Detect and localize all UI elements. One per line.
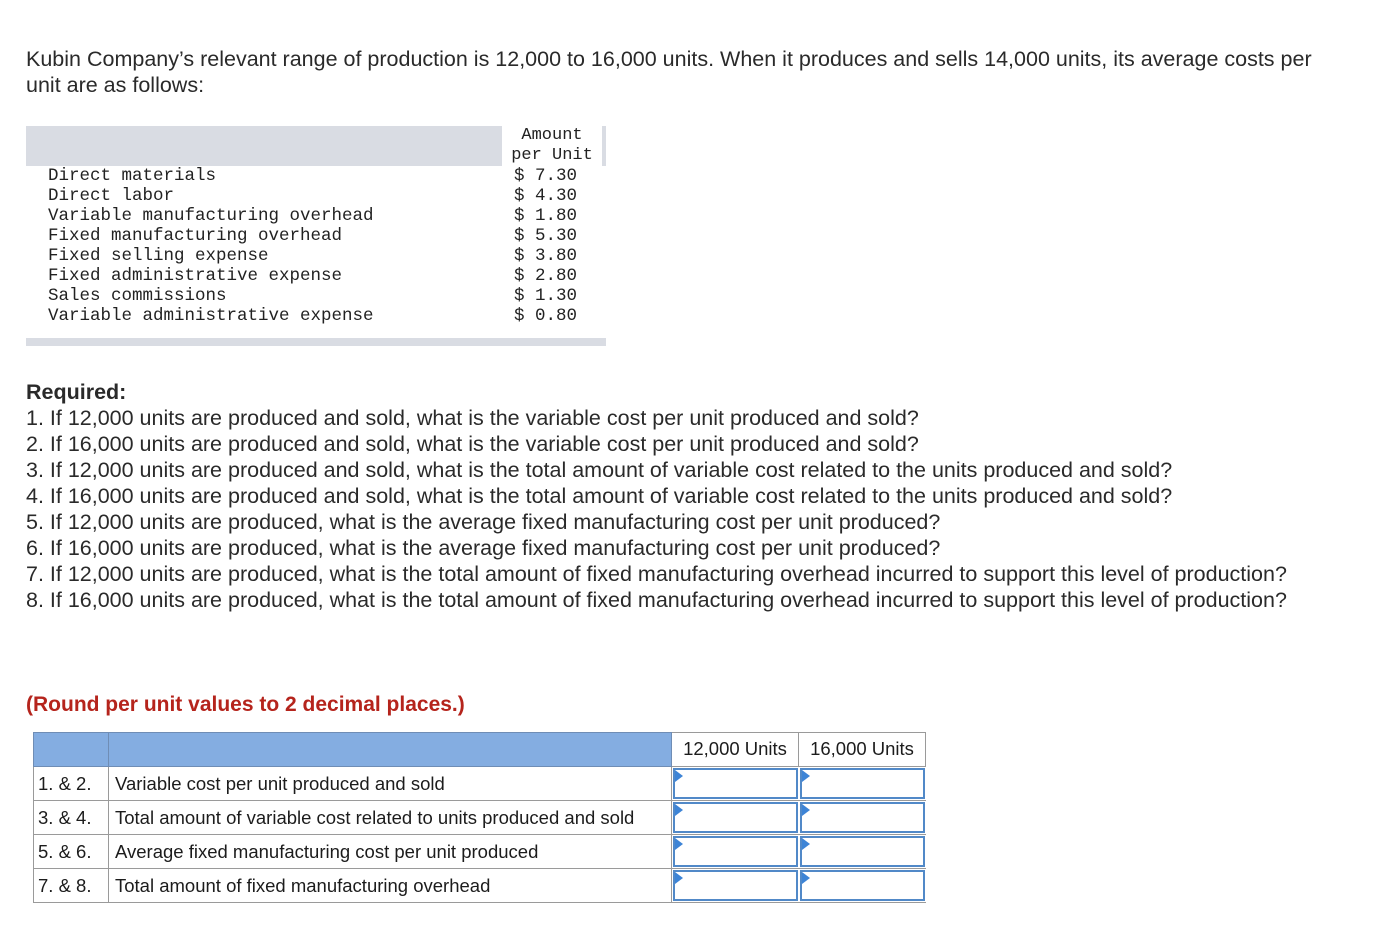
amount-header-line1: Amount bbox=[521, 126, 583, 145]
cost-label: Variable manufacturing overhead bbox=[48, 206, 374, 226]
answer-table bbox=[33, 732, 926, 903]
answer-input-box bbox=[800, 768, 925, 799]
cost-value: $ 2.80 bbox=[514, 266, 578, 286]
cost-label: Fixed administrative expense bbox=[48, 266, 343, 286]
question-8: 8. If 16,000 units are produced, what is the total amount of fixed manufacturing overhead incurred to support this level of production? bbox=[26, 588, 1287, 612]
answer-cell bbox=[672, 835, 799, 869]
cost-value: $ 4.30 bbox=[514, 186, 578, 206]
cost-table-footer bbox=[26, 338, 606, 346]
row-number: 5. & 6. bbox=[34, 835, 109, 869]
answer-input-12000-row1[interactable] bbox=[675, 770, 796, 797]
cost-table-body bbox=[26, 166, 606, 326]
cost-row bbox=[26, 266, 606, 286]
row-number: 3. & 4. bbox=[34, 801, 109, 835]
question-5: 5. If 12,000 units are produced, what is the average fixed manufacturing cost per unit produced? bbox=[26, 510, 941, 534]
question-1: 1. If 12,000 units are produced and sold, what is the variable cost per unit produced and sold? bbox=[26, 406, 919, 430]
triangle-marker-icon bbox=[675, 804, 683, 816]
question-6: 6. If 16,000 units are produced, what is the average fixed manufacturing cost per unit produced? bbox=[26, 536, 941, 560]
answer-cell bbox=[672, 801, 799, 835]
triangle-marker-icon bbox=[675, 838, 683, 850]
row-description: Total amount of variable cost related to units produced and sold bbox=[109, 801, 672, 835]
answer-input-box bbox=[800, 836, 925, 867]
cost-value: $ 1.80 bbox=[514, 206, 578, 226]
triangle-marker-icon bbox=[802, 838, 810, 850]
cost-value: $ 5.30 bbox=[514, 226, 578, 246]
cost-label: Sales commissions bbox=[48, 286, 227, 306]
question-7: 7. If 12,000 units are produced, what is the total amount of fixed manufacturing overhead incurred to support this level of production? bbox=[26, 562, 1287, 586]
answer-cell bbox=[672, 869, 799, 903]
rounding-instruction: (Round per unit values to 2 decimal places.) bbox=[26, 693, 465, 716]
table-row bbox=[34, 801, 926, 835]
intro-paragraph: Kubin Company’s relevant range of production is 12,000 to 16,000 units. When it produces and sells 14,000 units, its average costs per unit are as follows: bbox=[26, 47, 1312, 97]
required-section bbox=[26, 379, 1346, 613]
answer-input-box bbox=[800, 802, 925, 833]
col-header-12000: 12,000 Units bbox=[672, 733, 799, 767]
cost-row bbox=[26, 246, 606, 266]
amount-per-unit-header bbox=[502, 126, 602, 166]
table-row bbox=[34, 835, 926, 869]
answer-input-box bbox=[673, 802, 798, 833]
answer-cell bbox=[799, 869, 926, 903]
col-header-16000: 16,000 Units bbox=[799, 733, 926, 767]
answer-input-16000-row3[interactable] bbox=[802, 838, 923, 865]
question-2: 2. If 16,000 units are produced and sold, what is the variable cost per unit produced and sold? bbox=[26, 432, 919, 456]
question-4: 4. If 16,000 units are produced and sold, what is the total amount of variable cost related to the units produced and sold? bbox=[26, 484, 1173, 508]
answer-input-16000-row4[interactable] bbox=[802, 872, 923, 899]
cost-table bbox=[26, 126, 606, 346]
answer-input-box bbox=[673, 836, 798, 867]
answer-input-box bbox=[673, 768, 798, 799]
table-row bbox=[34, 767, 926, 801]
row-description: Total amount of fixed manufacturing overhead bbox=[109, 869, 672, 903]
row-number: 7. & 8. bbox=[34, 869, 109, 903]
triangle-marker-icon bbox=[802, 804, 810, 816]
answer-input-12000-row2[interactable] bbox=[675, 804, 796, 831]
cost-row bbox=[26, 206, 606, 226]
table-row bbox=[34, 869, 926, 903]
cost-value: $ 3.80 bbox=[514, 246, 578, 266]
answer-input-box bbox=[800, 870, 925, 901]
amount-header-line2: per Unit bbox=[511, 146, 593, 165]
header-blank-num bbox=[34, 733, 109, 767]
answer-table-header bbox=[34, 733, 926, 767]
triangle-marker-icon bbox=[802, 872, 810, 884]
answer-input-12000-row4[interactable] bbox=[675, 872, 796, 899]
row-number: 1. & 2. bbox=[34, 767, 109, 801]
header-blank-desc bbox=[109, 733, 672, 767]
row-description: Average fixed manufacturing cost per unit produced bbox=[109, 835, 672, 869]
cost-label: Direct materials bbox=[48, 166, 217, 186]
triangle-marker-icon bbox=[675, 770, 683, 782]
cost-row bbox=[26, 186, 606, 206]
cost-row bbox=[26, 226, 606, 246]
cost-value: $ 7.30 bbox=[514, 166, 578, 186]
row-description: Variable cost per unit produced and sold bbox=[109, 767, 672, 801]
answer-cell bbox=[672, 767, 799, 801]
cost-row bbox=[26, 286, 606, 306]
cost-value: $ 0.80 bbox=[514, 306, 578, 326]
cost-label: Variable administrative expense bbox=[48, 306, 374, 326]
answer-input-box bbox=[673, 870, 798, 901]
cost-table-header bbox=[26, 126, 606, 166]
answer-cell bbox=[799, 767, 926, 801]
answer-input-12000-row3[interactable] bbox=[675, 838, 796, 865]
answer-input-16000-row2[interactable] bbox=[802, 804, 923, 831]
triangle-marker-icon bbox=[675, 872, 683, 884]
cost-row bbox=[26, 166, 606, 186]
answer-cell bbox=[799, 835, 926, 869]
triangle-marker-icon bbox=[802, 770, 810, 782]
cost-label: Direct labor bbox=[48, 186, 175, 206]
cost-label: Fixed selling expense bbox=[48, 246, 269, 266]
cost-row bbox=[26, 306, 606, 326]
answer-cell bbox=[799, 801, 926, 835]
required-title: Required: bbox=[26, 380, 127, 404]
cost-value: $ 1.30 bbox=[514, 286, 578, 306]
cost-label: Fixed manufacturing overhead bbox=[48, 226, 343, 246]
answer-input-16000-row1[interactable] bbox=[802, 770, 923, 797]
question-3: 3. If 12,000 units are produced and sold, what is the total amount of variable cost related to the units produced and sold? bbox=[26, 458, 1173, 482]
